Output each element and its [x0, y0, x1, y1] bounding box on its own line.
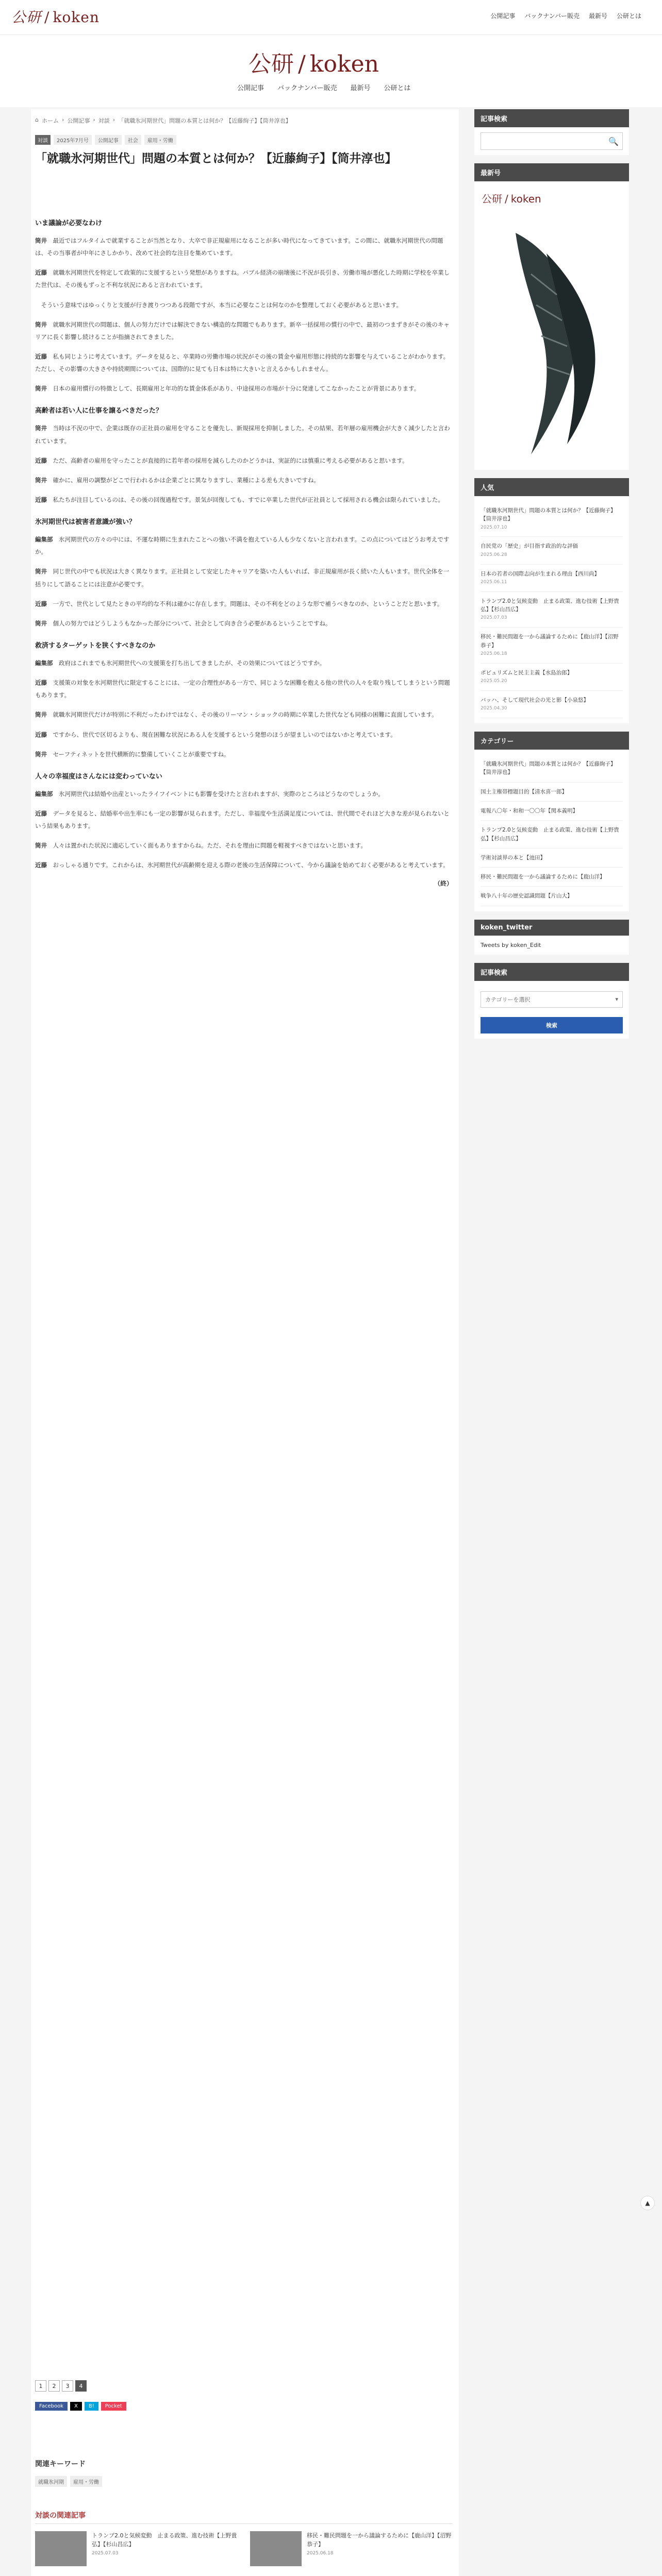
- category-select-value: カテゴリーを選択: [485, 996, 531, 1003]
- tag-badge[interactable]: 公開記事: [95, 135, 122, 145]
- speaker-name: 近藤: [35, 600, 47, 607]
- popular-item-date: 2025.07.03: [481, 615, 507, 621]
- page-current: 4: [75, 2380, 87, 2392]
- related-item-date: 2025.06.18: [307, 2551, 334, 2556]
- category-item[interactable]: 移民・難民問題を一から議論するために【鹿山洋】: [481, 868, 623, 887]
- paragraph: [35, 350, 453, 375]
- categories-widget: [474, 732, 629, 911]
- site-header: [0, 35, 662, 107]
- section-heading: 氷河期世代は被害者意識が強い？: [35, 518, 136, 527]
- popular-item-title[interactable]: 「就職氷河期世代」問題の本質とは何か？【近藤絢子】【筒井淳也】: [481, 507, 616, 522]
- topnav-item[interactable]: 公開記事: [490, 12, 516, 20]
- paragraph-text: 日本の雇用慣行の特徴として、長期雇用と年功的な賃金体系があり、中途採用の市場が十分に発達してこなかったことが背景にあります。: [53, 385, 420, 393]
- paragraph: [35, 533, 453, 558]
- paragraph: [35, 494, 453, 506]
- topnav-item[interactable]: 最新号: [588, 12, 607, 20]
- paragraph-text: 氷河期世代の方々の中には、不運な時期に生まれたことへの強い不満を抱えている人も少なくないと言われます。この点についてはどうお考えですか。: [35, 536, 450, 556]
- paragraph-text: 就職氷河期世代を特定して政策的に支援するという発想がありますね。バブル経済の崩壊後に不況が長引き、労働市場が悪化した時期に学校を卒業した世代は、その後もずっと不利な状況にあると言われています。: [35, 269, 450, 289]
- search-widget-title: 記事検索: [474, 109, 629, 127]
- popular-item-title[interactable]: 自民党の「歴史」が目指す政治的な評価: [481, 543, 578, 550]
- article: [31, 109, 459, 2576]
- logo-en: koken: [53, 9, 100, 26]
- cover-logo: 公研 / koken: [482, 193, 541, 205]
- related-item-title[interactable]: 移民・難民問題を一から議論するために【鹿山洋】【沼野恭子】: [307, 2532, 452, 2548]
- page-link[interactable]: 1: [35, 2380, 46, 2392]
- pagination: [35, 2380, 87, 2392]
- popular-item-title[interactable]: 移民・難民問題を一から議論するために【鹿山洋】【沼野恭子】: [481, 634, 619, 649]
- category-item[interactable]: 国土主権帯標題目的【清水喜一郎】: [481, 783, 623, 802]
- paragraph: [35, 807, 453, 832]
- section-heading: 救済するターゲットを狭くすべきなのか: [35, 641, 156, 650]
- related-articles: [35, 2510, 453, 2576]
- popular-item-date: 2025.04.30: [481, 706, 507, 711]
- paragraph: [35, 839, 453, 852]
- paragraph: [35, 788, 453, 800]
- site-logo[interactable]: 公研 / koken: [11, 9, 100, 26]
- breadcrumb-item[interactable]: ホーム: [41, 117, 59, 124]
- category-item[interactable]: 電報八〇年・和和一〇〇年【関本義明】: [481, 802, 623, 821]
- paragraph-text: 一方で、世代として見たときの平均的な不利は確かに存在します。問題は、その不利をどのような形で補うべきなのか、ということだと思います。: [53, 600, 443, 607]
- speaker-name: 筒井: [35, 750, 47, 758]
- speaker-name: 編集部: [35, 790, 53, 798]
- popular-item-title[interactable]: バッハ、そして現代社会の光と影【小泉悠】: [481, 697, 589, 704]
- paragraph: [35, 598, 453, 610]
- related-item[interactable]: [250, 2531, 453, 2566]
- paragraph: [35, 234, 453, 259]
- logo-ja: 公研: [11, 9, 42, 26]
- speaker-name: 筒井: [35, 619, 47, 627]
- paragraph: [35, 454, 453, 467]
- header-logo[interactable]: 公研 / koken: [249, 51, 379, 77]
- paragraph: [35, 565, 453, 590]
- mainnav-item[interactable]: 公研とは: [384, 84, 411, 92]
- latest-issue-cover[interactable]: [474, 181, 629, 470]
- popular-item-title[interactable]: 日本の若者の国際志向が生まれる理由【西川尚】: [481, 570, 600, 577]
- twitter-link[interactable]: Tweets by koken_Edit: [481, 941, 541, 948]
- paragraph-text: 最近ではフルタイムで就業することが当然となり、大卒で非正規雇用になることが多い時代になってきています。この間に、就職氷河期世代の問題は、その当事者が中年にさしかかり、改めて社会的な注目を集めています。: [35, 237, 443, 257]
- paragraph: [35, 657, 453, 669]
- category-item[interactable]: 「就職氷河期世代」問題の本質とは何か？【近藤絢子】【筒井淳也】: [481, 755, 623, 783]
- popular-item-date: 2025.05.20: [481, 679, 507, 684]
- category-item[interactable]: トランプ2.0と気候変動 止まる政策、進む技術【上野貴弘】【杉山昌広】: [481, 821, 623, 849]
- cover-illustration: [485, 212, 619, 460]
- speaker-name: 編集部: [35, 536, 53, 544]
- speaker-name: 筒井: [35, 425, 47, 432]
- paragraph-text: 支援策の対象を氷河期世代に限定することには、一定の合理性がある一方で、同じような困難を抱える他の世代の人々を取り残してしまうという問題もあります。: [35, 679, 450, 699]
- article-meta: [35, 135, 176, 145]
- category-select[interactable]: [481, 991, 623, 1008]
- category-item[interactable]: 学術対談界の本と【池田】: [481, 849, 623, 868]
- chevron-up-icon: ▲: [645, 2199, 650, 2207]
- popular-item-title[interactable]: トランプ2.0と気候変動 止まる政策、進む技術【上野貴弘】【杉山昌広】: [481, 598, 619, 613]
- popular-item-date: 2025.06.11: [481, 579, 507, 585]
- paragraph-text: 私も同じように考えています。データを見ると、卒業時の労働市場の状況がその後の賃金や雇用形態に持続的な影響を与えていることがわかります。ただし、その影響の大きさや持続期間については、国際的に見ても日本は特に大きいと言えるかもしれません。: [35, 352, 450, 373]
- page-link[interactable]: 2: [48, 2380, 60, 2392]
- paragraph-text: 就職氷河期世代の問題は、個人の努力だけでは解決できない構造的な問題でもあります。新卒一括採用の慣行の中で、最初のつまずきがその後のキャリアに長く影響し続けることが指摘されてきました。: [35, 320, 450, 341]
- paragraph: [35, 676, 453, 701]
- mainnav-item[interactable]: 最新号: [350, 84, 371, 92]
- topnav-item[interactable]: 公研とは: [616, 12, 641, 20]
- category-item[interactable]: 戦争八十年の歴史認識問題【片山大】: [481, 887, 623, 906]
- speaker-name: 筒井: [35, 711, 47, 719]
- keyword-tag[interactable]: 雇用・労働: [70, 2476, 102, 2487]
- categories-title: カテゴリー: [474, 732, 629, 750]
- header-logo-ja: 公研: [249, 51, 294, 77]
- speaker-name: 近藤: [35, 269, 47, 277]
- speaker-name: 近藤: [35, 731, 47, 738]
- paragraph-text: そういう意味ではゆっくりと支援が行き渡りつつある段階ですが、本当に必要なことは何なのかを整理しておく必要があると思います。: [41, 301, 402, 309]
- mainnav-item[interactable]: 公開記事: [237, 84, 264, 92]
- speaker-name: 近藤: [35, 861, 47, 869]
- header-logo-en: koken: [309, 51, 379, 77]
- paragraph: [35, 859, 453, 871]
- top-nav: [490, 11, 641, 20]
- speaker-name: 筒井: [35, 476, 47, 484]
- archive-title: 記事検索: [474, 963, 629, 981]
- paragraph: [35, 266, 453, 291]
- related-item-date: 2025.07.03: [92, 2551, 119, 2556]
- main-nav: [237, 82, 411, 92]
- paragraph-text: ただ、高齢者の雇用を守ったことが直接的に若年者の採用を減らしたのかどうかは、実証的には慎重に考える必要があると思います。: [53, 456, 408, 464]
- page-link[interactable]: 3: [62, 2380, 73, 2392]
- popular-widget: [474, 478, 629, 723]
- popular-item[interactable]: [481, 565, 623, 592]
- paragraph: [35, 318, 453, 343]
- search-widget: [474, 109, 629, 155]
- related-item[interactable]: [35, 2531, 238, 2566]
- paragraph-text: 就職氷河期世代だけが特別に不利だったわけではなく、その後のリーマン・ショックの時期に卒業した世代なども同様の困難に直面しています。: [53, 711, 438, 719]
- related-thumbnail[interactable]: [35, 2531, 87, 2566]
- popular-item-title[interactable]: ポピュリズムと民主主義【水島治郎】: [481, 669, 573, 676]
- speaker-name: 近藤: [35, 496, 47, 503]
- paragraph-text: 私たちが注目しているのは、その後の回復過程です。景気が回復しても、すでに卒業した世代が正社員として採用される機会は限られていました。: [53, 496, 444, 503]
- paragraph-text: おっしゃる通りです。これからは、氷河期世代が高齢期を迎える際の老後の生活保障について、今から議論を始めておく必要があると考えています。: [53, 861, 449, 869]
- popular-item[interactable]: [481, 501, 623, 537]
- speaker-name: 筒井: [35, 320, 47, 328]
- share-buttons: [35, 2402, 126, 2411]
- chevron-down-icon: ▾: [615, 996, 618, 1003]
- cover-logo-ja: 公研: [482, 193, 502, 205]
- section-heading: いま議論が必要なわけ: [35, 219, 103, 227]
- paragraph-text: 同じ世代の中でも状況は大きく異なります。正社員として安定したキャリアを築いた人もいれば、非正規雇用が長く続いた人もいます。世代全体を一括りにして語ることには注意が必要です。: [35, 568, 450, 588]
- speaker-name: 近藤: [35, 456, 47, 464]
- archive-widget: [474, 963, 629, 1039]
- keywords-title: 関連キーワード: [35, 2460, 86, 2468]
- end-mark: （終）: [434, 879, 453, 887]
- home-icon: ⌂: [35, 116, 39, 123]
- paragraph-text: 確かに、雇用の調整がどこで行われるかは企業ごとに異なりますし、業種による差も大きいですね。: [53, 476, 320, 484]
- top-bar: [0, 0, 662, 35]
- section-heading: 高齢者は若い人に仕事を譲るべきだった？: [35, 407, 163, 415]
- keyword-tag[interactable]: 就職氷河期: [35, 2476, 67, 2487]
- popular-item[interactable]: [481, 628, 623, 663]
- paragraph: [35, 382, 453, 395]
- paragraph: [35, 708, 453, 721]
- category-badge[interactable]: 対談: [35, 135, 51, 145]
- hatena-share-button[interactable]: B!: [85, 2402, 98, 2411]
- twitter-title: koken_twitter: [474, 920, 629, 936]
- speaker-name: 筒井: [35, 842, 47, 850]
- paragraph: [35, 474, 453, 486]
- paragraph-text: セーフティネットを世代横断的に整備していくことが重要ですね。: [53, 750, 230, 758]
- search-input[interactable]: [481, 133, 605, 149]
- breadcrumb-item[interactable]: 公開記事: [67, 117, 90, 124]
- pocket-share-button[interactable]: Pocket: [101, 2402, 126, 2411]
- keywords-section: [35, 2459, 453, 2487]
- popular-item-date: 2025.07.10: [481, 524, 507, 530]
- speaker-name: 筒井: [35, 237, 47, 244]
- article-title: 「就職氷河期世代」問題の本質とは何か？【近藤絢子】【筒井淳也】: [35, 152, 397, 165]
- paragraph-text: 氷河期世代は結婚や出産といったライフイベントにも影響を受けたと言われますが、実際のところはどうなのでしょうか。: [59, 790, 384, 798]
- paragraph-text: ですから、世代で区切るよりも、現在困難な状況にある人を支援するという発想のほうが望ましいのではないかと考えています。: [53, 731, 396, 738]
- section-heading: 人々の幸福度はさんなには変わっていない: [35, 772, 162, 781]
- paragraph-text: 個人の努力ではどうしようもなかった部分について、社会として向き合う必要があるということですね。: [53, 619, 332, 627]
- archive-search-button[interactable]: 検索: [481, 1017, 623, 1033]
- popular-item-date: 2025.06.28: [481, 552, 507, 557]
- paragraph-text: 当時は不況の中で、企業は既存の正社員の雇用を守ることを優先し、新規採用を抑制しました。その結果、若年層の雇用機会が大きく減少したと言われています。: [35, 425, 450, 445]
- popular-item-date: 2025.06.18: [481, 651, 507, 656]
- speaker-name: 近藤: [35, 809, 47, 817]
- speaker-name: 筒井: [35, 568, 47, 575]
- facebook-share-button[interactable]: Facebook: [35, 2402, 68, 2411]
- speaker-name: 編集部: [35, 659, 53, 667]
- search-icon[interactable]: 🔍: [605, 133, 622, 149]
- cover-logo-en: koken: [510, 193, 541, 205]
- back-to-top-button[interactable]: [640, 2196, 655, 2210]
- paragraph: [35, 748, 453, 760]
- popular-item[interactable]: [481, 691, 623, 718]
- x-share-button[interactable]: X: [70, 2402, 82, 2411]
- popular-item[interactable]: [481, 537, 623, 564]
- tag-badge[interactable]: 雇用・労働: [144, 135, 176, 145]
- article-body: [35, 207, 453, 888]
- popular-item[interactable]: [481, 664, 623, 691]
- sidebar: [474, 109, 629, 1047]
- speaker-name: 近藤: [35, 352, 47, 360]
- breadcrumb: ⌂ ホーム › 公開記事 › 対談 › 「就職氷河期世代」問題の本質とは何か？【近藤絢子】【筒井淳也】: [35, 116, 291, 124]
- speaker-name: 筒井: [35, 385, 47, 393]
- breadcrumb-current: 「就職氷河期世代」問題の本質とは何か？【近藤絢子】【筒井淳也】: [118, 117, 291, 124]
- twitter-widget: [474, 920, 629, 955]
- latest-issue-title: 最新号: [474, 163, 629, 181]
- paragraph: [35, 617, 453, 630]
- paragraph: [35, 728, 453, 741]
- paragraph-text: データを見ると、結婚率や出生率にも一定の影響が見られます。ただし、幸福度や生活満足度については、世代間でそれほど大きな差が見られないという結果もあります。: [35, 809, 450, 830]
- tag-badge[interactable]: 社会: [125, 135, 141, 145]
- related-item-title[interactable]: トランプ2.0と気候変動 止まる政策、進む技術【上野貴弘】【杉山昌広】: [92, 2532, 237, 2548]
- speaker-name: 近藤: [35, 679, 47, 687]
- paragraph-text: 人々は置かれた状況に適応していく面もありますからね。ただ、それを理由に問題を軽視すべきではないと思います。: [53, 842, 367, 850]
- breadcrumb-item[interactable]: 対談: [98, 117, 110, 124]
- paragraph: [35, 422, 453, 447]
- paragraph: [35, 299, 453, 311]
- mainnav-item[interactable]: バックナンバー販売: [277, 84, 337, 92]
- popular-item[interactable]: [481, 592, 623, 628]
- related-thumbnail[interactable]: [250, 2531, 302, 2566]
- latest-issue-widget: [474, 163, 629, 470]
- topnav-item[interactable]: バックナンバー販売: [524, 12, 580, 20]
- paragraph-text: 政府はこれまでも氷河期世代への支援策を打ち出してきましたが、その効果についてはどうですか。: [59, 659, 326, 667]
- related-title: 対談の関連記事: [35, 2510, 453, 2524]
- popular-title: 人気: [474, 478, 629, 496]
- date-badge: 2025年7月号: [54, 135, 92, 145]
